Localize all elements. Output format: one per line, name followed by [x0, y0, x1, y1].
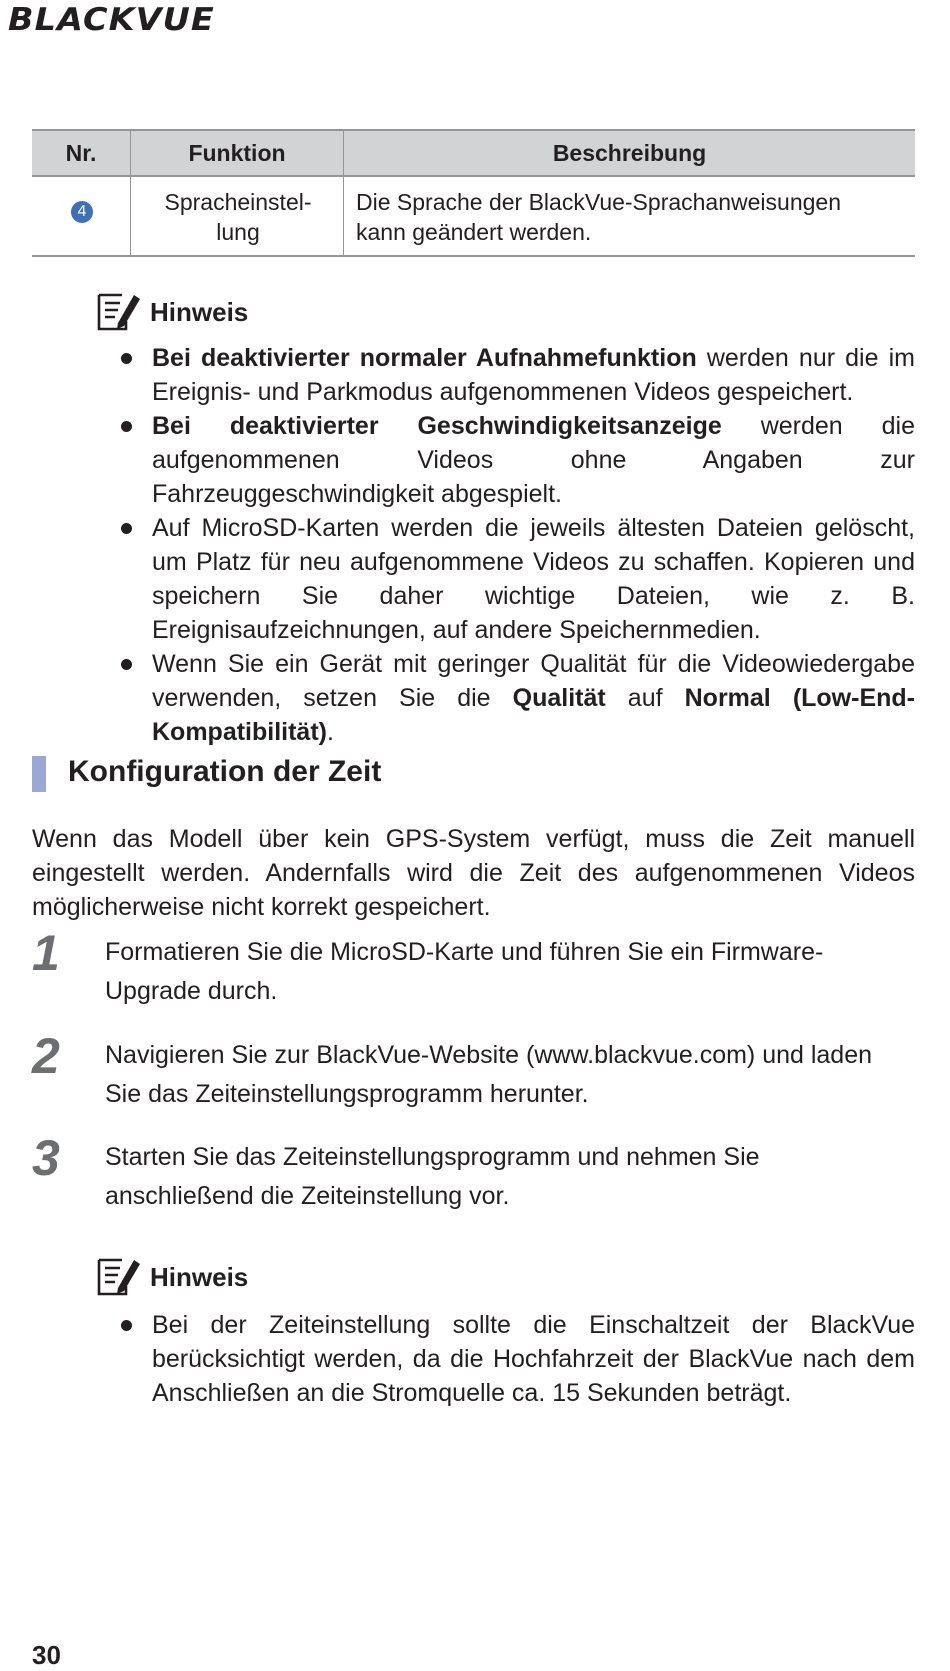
- list-item: [152, 647, 915, 749]
- table-row: [32, 176, 915, 256]
- cell-nr: [32, 176, 131, 256]
- step-number: 2: [32, 1028, 60, 1084]
- step-number: 3: [32, 1130, 60, 1186]
- list-item: [152, 511, 915, 647]
- bold-text: Qualität: [512, 684, 606, 712]
- function-table: [32, 129, 915, 257]
- item-text: Auf MicroSD-Karten werden die jeweils ältesten Dateien gelöscht, um Platz für neu aufgenommene Videos zu schaffen. Kopieren und speichern Sie daher wichtige Dateien, wie z. B. Ereignisaufzeichnungen, auf andere Speichernmedien.: [152, 514, 915, 644]
- list-item: [152, 341, 915, 409]
- beschreibung-text: Die Sprache der BlackVue-Sprachanweisungen kann geändert werden.: [356, 189, 841, 245]
- step-text: Formatieren Sie die MicroSD-Karte und führen Sie ein Firmware-Upgrade durch.: [105, 938, 824, 1005]
- section-intro: Wenn das Modell über kein GPS-System verfügt, muss die Zeit manuell eingestellt werden. Andernfalls wird die Zeit des aufgenommenen Videos möglicherweise nicht korrekt gespeichert.: [32, 825, 915, 921]
- item-text: Wenn Sie ein Gerät mit geringer Qualität für die Videowiedergabe verwenden, setzen Sie die: [152, 650, 915, 712]
- brand-logo: BLACKVUE: [8, 2, 215, 38]
- note-pencil-icon: [96, 291, 142, 333]
- header-nr: Nr.: [32, 130, 131, 176]
- header-funktion: Funktion: [131, 130, 344, 176]
- section-title: Konfiguration der Zeit: [68, 755, 382, 788]
- note-list: [152, 1308, 915, 1410]
- step-text: Starten Sie das Zeiteinstellungsprogramm und nehmen Sie anschließend die Zeiteinstellung vor.: [105, 1143, 760, 1210]
- note-heading: [96, 1256, 248, 1298]
- item-text: werden die aufgenommenen Videos ohne Angaben zur Fahrzeuggeschwindigkeit abgespielt.: [152, 412, 915, 508]
- note-title: Hinweis: [150, 296, 249, 327]
- list-item: [152, 1308, 915, 1410]
- number-badge: 4: [71, 201, 93, 223]
- note-heading: [96, 291, 248, 333]
- page-number: 30: [32, 1640, 61, 1670]
- item-text: auf: [605, 684, 685, 712]
- item-text: .: [327, 718, 334, 746]
- note-pencil-icon: [96, 1256, 142, 1298]
- step-text: Navigieren Sie zur BlackVue-Website (www.blackvue.com) und laden Sie das Zeiteinstellungsprogramm herunter.: [105, 1041, 873, 1108]
- cell-funktion: [131, 176, 344, 256]
- note-list: [152, 341, 915, 749]
- bold-text: Bei deaktivierter Geschwindigkeitsanzeige: [152, 412, 722, 440]
- section-marker: [32, 756, 46, 792]
- header-beschreibung: Beschreibung: [344, 130, 916, 176]
- funktion-text: Spracheinstel- lung: [164, 189, 312, 245]
- table-header-row: [32, 130, 915, 176]
- bold-text: Bei deaktivierter normaler Aufnahmefunktion: [152, 344, 697, 372]
- bold-text: Normal (Low-End-Kompatibilität): [152, 684, 915, 746]
- item-text: Bei der Zeiteinstellung sollte die Einschaltzeit der BlackVue berücksichtigt werden, da die Hochfahrzeit der BlackVue nach dem Anschließen an die Stromquelle ca. 15 Sekunden beträgt.: [152, 1311, 915, 1407]
- list-item: [152, 409, 915, 511]
- cell-beschreibung: [344, 176, 916, 256]
- item-text: werden nur die im Ereignis- und Parkmodus aufgenommenen Videos gespeichert.: [152, 344, 915, 406]
- note-title: Hinweis: [150, 1261, 249, 1292]
- step-number: 1: [32, 925, 60, 981]
